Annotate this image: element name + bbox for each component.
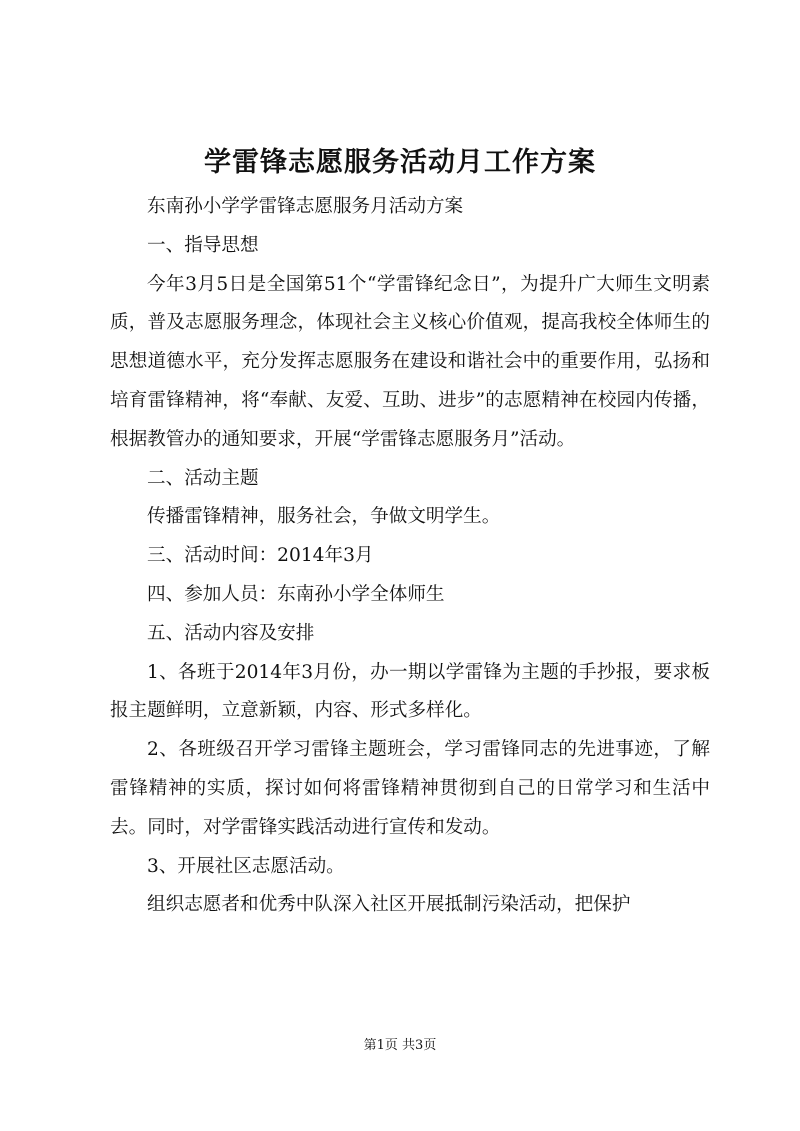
section-heading-time: 三、活动时间：2014年3月 xyxy=(147,545,374,567)
paragraph-guiding-ideology: 今年3月5日是全国第51个“学雷锋纪念日”，为提升广大师生文明素质，普及志愿服务理念，体现社会主义核心价值观，提高我校全体师生的思想道德水平，充分发挥志愿服务在建设和谐社会中的重要作用，弘扬和培育雷锋精神，将“奉献、友爱、互助、进步”的志愿精神在校园内传播，根据教管办的通知要求，开展“学雷锋志愿服务月”活动。 xyxy=(110,273,710,450)
paragraph-item-3: 3、开展社区志愿活动。 xyxy=(147,855,345,877)
section-heading-participants: 四、参加人员：东南孙小学全体师生 xyxy=(147,583,445,605)
paragraph-theme: 传播雷锋精神，服务社会，争做文明学生。 xyxy=(147,506,501,528)
paragraph-item-1: 1、各班于2014年3月份，办一期以学雷锋为主题的手抄报，要求板报主题鲜明，立意新颖，内容、形式多样化。 xyxy=(110,661,710,722)
paragraph-item-3-detail: 组织志愿者和优秀中队深入社区开展抵制污染活动，把保护 xyxy=(147,894,631,916)
section-heading-theme: 二、活动主题 xyxy=(147,467,259,489)
paragraph-item-2: 2、各班级召开学习雷锋主题班会，学习雷锋同志的先进事迹，了解雷锋精神的实质，探讨如何将雷锋精神贯彻到自己的日常学习和生活中去。同时，对学雷锋实践活动进行宣传和发动。 xyxy=(110,739,710,838)
document-title: 学雷锋志愿服务活动月工作方案 xyxy=(204,147,596,178)
paragraph-subtitle: 东南孙小学学雷锋志愿服务月活动方案 xyxy=(147,196,464,217)
page-footer: 第1页 共3页 xyxy=(363,1038,437,1053)
document-body xyxy=(110,188,710,925)
section-heading-guiding-ideology: 一、指导思想 xyxy=(147,234,259,256)
section-heading-content: 五、活动内容及安排 xyxy=(147,622,315,644)
